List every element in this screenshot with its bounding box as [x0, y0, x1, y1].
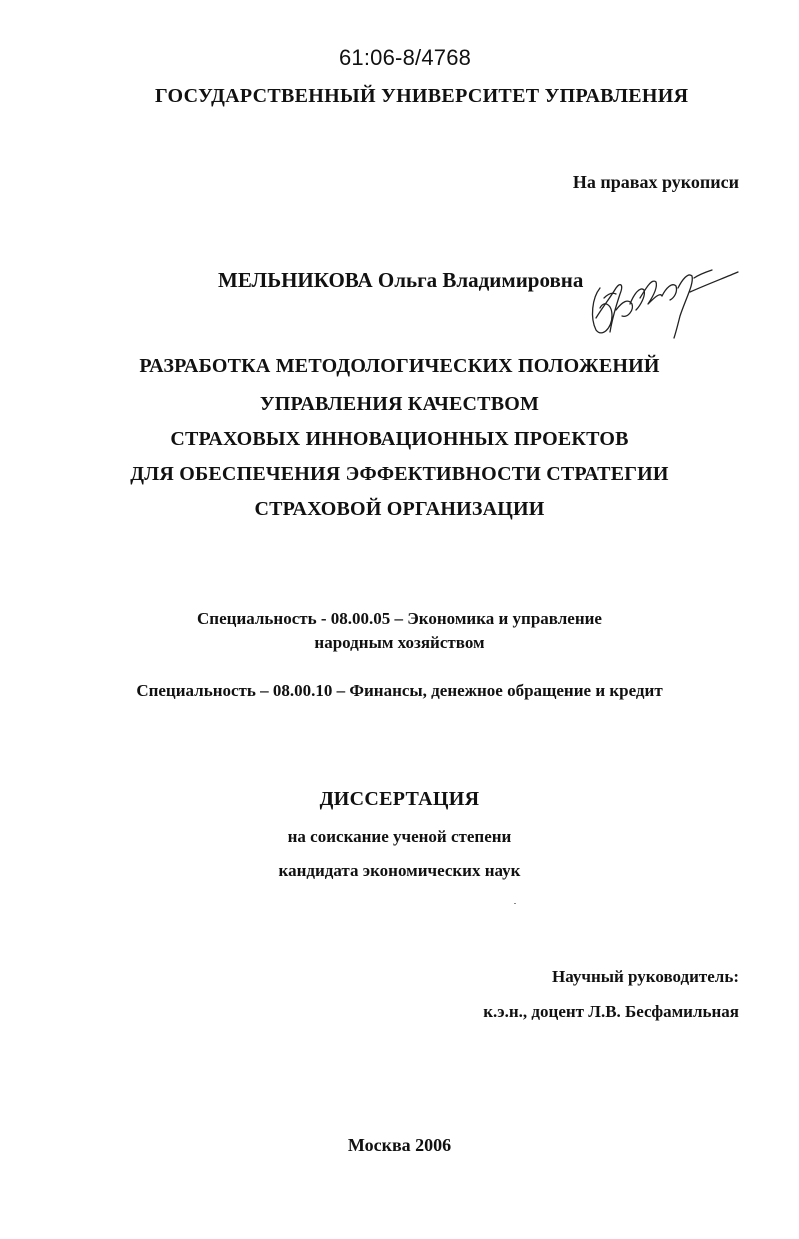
- specialty-second: Специальность – 08.00.10 – Финансы, денежное обращение и кредит: [136, 681, 663, 700]
- city-year: Москва 2006: [347, 1135, 452, 1155]
- university-name: ГОСУДАРСТВЕННЫЙ УНИВЕРСИТЕТ УПРАВЛЕНИЯ: [155, 85, 689, 107]
- dissertation-title-line-5: СТРАХОВОЙ ОРГАНИЗАЦИИ: [254, 498, 545, 520]
- supervisor-label: Научный руководитель:: [552, 967, 739, 986]
- author-name: МЕЛЬНИКОВА Ольга Владимировна: [218, 268, 584, 292]
- degree-line-1: на соискание ученой степени: [287, 827, 512, 846]
- manuscript-note: На правах рукописи: [572, 172, 739, 192]
- handwritten-signature: [582, 258, 742, 350]
- catalog-number: 61:06-8/4768: [339, 45, 472, 70]
- specialty-first-line-2: народным хозяйством: [314, 633, 485, 652]
- dissertation-label: ДИССЕРТАЦИЯ: [319, 788, 480, 810]
- supervisor-name: к.э.н., доцент Л.В. Бесфамильная: [483, 1002, 739, 1021]
- dissertation-title-line-1: РАЗРАБОТКА МЕТОДОЛОГИЧЕСКИХ ПОЛОЖЕНИЙ: [139, 355, 660, 377]
- degree-line-2: кандидата экономических наук: [278, 861, 521, 880]
- scan-speck: [514, 903, 516, 904]
- specialty-first-line-1: Специальность - 08.00.05 – Экономика и управление: [197, 609, 602, 628]
- dissertation-title-line-3: СТРАХОВЫХ ИННОВАЦИОННЫХ ПРОЕКТОВ: [170, 428, 629, 450]
- dissertation-title-line-4: ДЛЯ ОБЕСПЕЧЕНИЯ ЭФФЕКТИВНОСТИ СТРАТЕГИИ: [130, 463, 669, 485]
- dissertation-title-line-2: УПРАВЛЕНИЯ КАЧЕСТВОМ: [259, 393, 540, 415]
